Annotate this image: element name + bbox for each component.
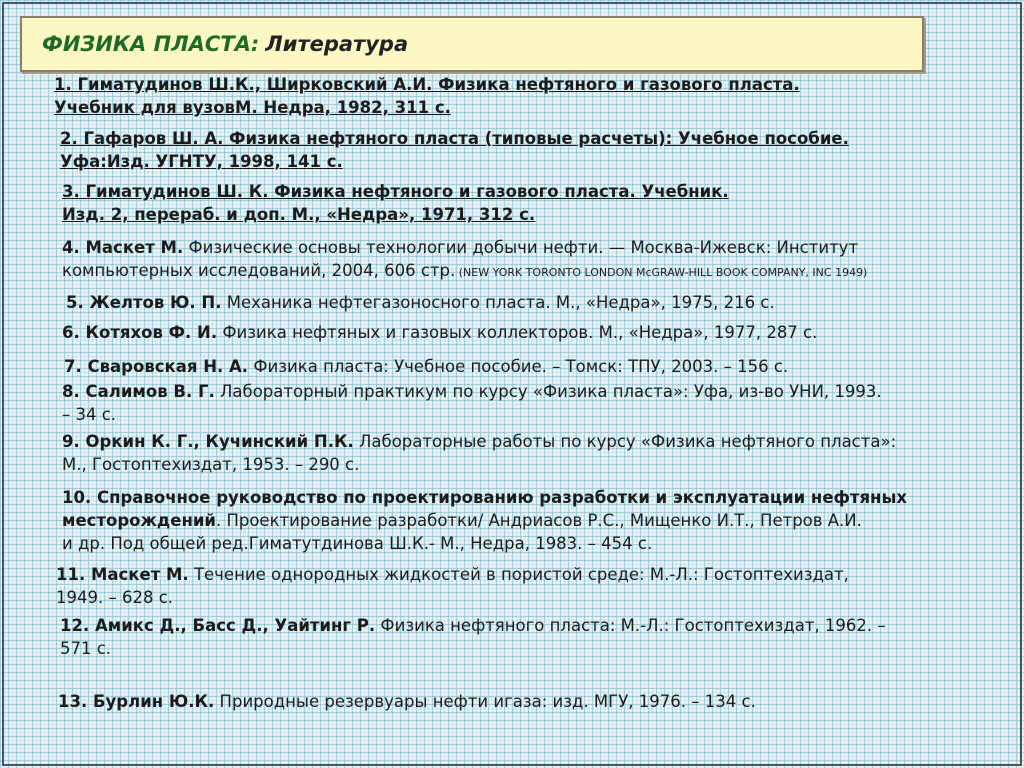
reference-7	[64, 355, 788, 378]
reference-2-line-2: Уфа:Изд. УГНТУ, 1998, 141 с.	[60, 152, 343, 171]
reference-11-line-2: 1949. – 628 с.	[56, 588, 174, 607]
title-rest: Литература	[265, 32, 409, 56]
reference-4-line-2: компьютерных исследований, 2004, 606 стр.	[62, 261, 456, 280]
reference-11-author: 11. Маскет М.	[56, 565, 189, 584]
reference-12-line-2: 571 с.	[60, 639, 112, 658]
reference-8	[62, 380, 882, 426]
reference-12-author: 12. Амикс Д., Басс Д., Уайтинг Р.	[60, 616, 376, 635]
reference-2	[60, 127, 849, 173]
reference-9	[62, 430, 896, 476]
reference-1-line-1: 1. Гиматудинов Ш.К., Ширковский А.И. Физика нефтяного и газового пласта.	[54, 75, 800, 94]
reference-13	[58, 690, 756, 713]
reference-5	[66, 291, 775, 314]
reference-4	[62, 236, 867, 284]
reference-4-original-edition: (NEW YORK TORONTO LONDON McGRAW-HILL BOOK COMPANY, INC 1949)	[455, 266, 868, 279]
reference-9-author: 9. Оркин К. Г., Кучинский П.К.	[62, 432, 354, 451]
reference-10-line-3: и др. Под общей ред.Гиматутдинова Ш.К.- М., Недра, 1983. – 454 с.	[62, 534, 653, 553]
reference-3-line-1: 3. Гиматудинов Ш. К. Физика нефтяного и газового пласта. Учебник.	[62, 182, 729, 201]
reference-4-line-1: Физические основы технологии добычи нефти. — Москва-Ижевск: Институт	[183, 238, 859, 257]
reference-1	[54, 73, 800, 119]
reference-12-line-1: Физика нефтяного пласта: М.-Л.: Гостоптехиздат, 1962. –	[375, 616, 886, 635]
title-main: ФИЗИКА ПЛАСТА:	[42, 32, 260, 56]
reference-9-line-2: М., Гостоптехиздат, 1953. – 290 с.	[62, 455, 360, 474]
reference-1-line-2: Учебник для вузовМ. Недра, 1982, 311 с.	[54, 98, 451, 117]
reference-11-line-1: Течение однородных жидкостей в пористой среде: М.-Л.: Гостоптехиздат,	[188, 565, 849, 584]
reference-12	[60, 614, 886, 660]
reference-8-line-1: Лабораторный практикум по курсу «Физика пласта»: Уфа, из-во УНИ, 1993.	[214, 382, 882, 401]
reference-7-author: 7. Сваровская Н. А.	[64, 357, 249, 376]
reference-4-author: 4. Маскет М.	[62, 238, 184, 257]
reference-11	[56, 563, 849, 609]
reference-5-line-1: Механика нефтегазоносного пласта. М., «Недра», 1975, 216 с.	[221, 293, 775, 312]
reference-10-line-2: . Проектирование разработки/ Андриасов Р.С., Мищенко И.Т., Петров А.И.	[215, 511, 862, 530]
reference-10-line-1: 10. Справочное руководство по проектированию разработки и эксплуатации нефтяных	[62, 488, 908, 507]
slide-title	[20, 16, 924, 72]
reference-6	[62, 321, 817, 344]
reference-5-author: 5. Желтов Ю. П.	[66, 293, 222, 312]
reference-13-line-1: Природные резервуары нефти игаза: изд. МГУ, 1976. – 134 с.	[214, 692, 756, 711]
reference-13-author: 13. Бурлин Ю.К.	[58, 692, 215, 711]
reference-2-line-1: 2. Гафаров Ш. А. Физика нефтяного пласта (типовые расчеты): Учебное пособие.	[60, 129, 849, 148]
reference-8-line-2: – 34 с.	[62, 405, 117, 424]
reference-9-line-1: Лабораторные работы по курсу «Физика нефтяного пласта»:	[353, 432, 897, 451]
reference-3	[62, 180, 729, 226]
reference-6-line-1: Физика нефтяных и газовых коллекторов. М., «Недра», 1977, 287 с.	[217, 323, 818, 342]
reference-10	[62, 486, 907, 555]
reference-8-author: 8. Салимов В. Г.	[62, 382, 215, 401]
reference-3-line-2: Изд. 2, перераб. и доп. М., «Недра», 1971, 312 с.	[62, 205, 536, 224]
reference-6-author: 6. Котяхов Ф. И.	[62, 323, 218, 342]
reference-10-bold-2: месторождений	[62, 511, 216, 530]
reference-7-line-1: Физика пласта: Учебное пособие. – Томск: ТПУ, 2003. – 156 с.	[248, 357, 789, 376]
